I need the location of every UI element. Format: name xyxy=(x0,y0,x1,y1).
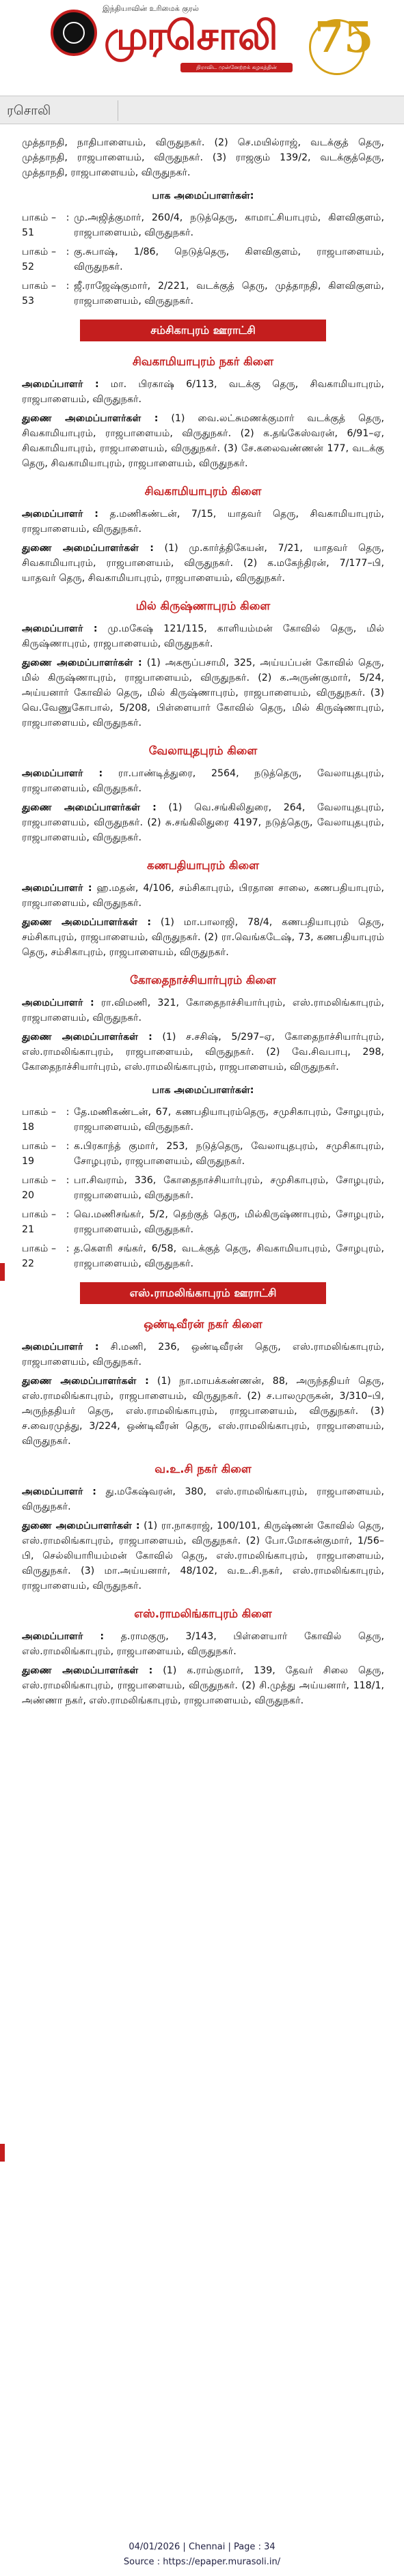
booth-row xyxy=(22,244,384,274)
section-strip-label: ரசொலி xyxy=(7,103,51,118)
organiser-paragraph xyxy=(22,1484,384,1514)
organiser-text: ரா.விமணி, 321, கோதைநாச்சியார்புரம், எஸ்.ராமலிங்காபுரம், ராஜபாளையம், விருதுநகர். xyxy=(22,997,385,1023)
organiser-text: த.மணிகண்டன், 7/15, யாதவர் தெரு, சிவகாமியாபுரம், ராஜபாளையம், விருதுநகர். xyxy=(22,509,384,535)
organiser-text: சி.மணி, 236, ஒண்டிவீரன் தெரு, எஸ்.ராமலிங்காபுரம், ராஜபாளையம், விருதுநகர். xyxy=(22,1342,384,1368)
branch-title: சிவகாமியாபுரம் நகர் கிளை xyxy=(132,355,274,368)
booth-heading: பாக அமைப்பாளர்கள்: xyxy=(152,190,254,201)
organiser-text: (1) வை.லட்சுமணக்குமார் வடக்குத் தெரு, சிவகாமியாபுரம், ராஜபாளையம், விருதுநகர். (2) க.தங்கேஸ்வரன், 6/91–ஏ, சிவகாமியாபுரம், ராஜபாளையம், விருதுநகர். (3) சே.கலைவண்ணன் 177, வடக்கு தெரு, சிவகாமியாபுரம், ராஜபாளையம், விருதுநகர். xyxy=(22,413,385,469)
organiser-text: ரா.பாண்டித்துரை, 2564, நடுத்தெரு, வேலாயுதபுரம், ராஜபாளையம், விருதுநகர். xyxy=(22,768,384,794)
role-label: துணை அமைப்பாளர்கள் : xyxy=(22,1665,153,1676)
organiser-paragraph xyxy=(22,1030,384,1075)
branch-title: எஸ்.ராமலிங்காபுரம் கிளை xyxy=(134,1607,272,1620)
role-label: துணை அமைப்பாளர்கள் : xyxy=(22,413,159,424)
booth-number: பாகம் – 53 xyxy=(22,281,57,307)
margin-marker xyxy=(0,2144,5,2162)
booth-row xyxy=(22,210,384,240)
booth-heading: பாக அமைப்பாளர்கள்: xyxy=(152,1085,254,1096)
masthead-tagline: இந்தியாவின் உரிமைக் குரல் xyxy=(103,4,199,13)
booth-organiser: த.கௌரி சங்கர், 6/58, வடக்குத் தெரு, சிவகாமியாபுரம், சோழபுரம், ராஜபாளையம், விருதுநகர். xyxy=(74,1243,384,1269)
organiser-paragraph xyxy=(22,1518,384,1594)
booth-organiser: க.பிரகாந்த் குமார், 253, நடுத்தெரு, வேலாயுதபுரம், சமுசிகாபுரம், சோழபுரம், ராஜபாளையம், விருதுநகர். xyxy=(74,1141,384,1167)
footer-source-line: Source : https://epaper.murasoli.in/ xyxy=(123,2557,281,2567)
booth-number: பாகம் – 52 xyxy=(22,246,57,272)
booth-organiser: வெ.மணிசங்கர், 5/2, தெற்குத் தெரு, மில்கிருஷ்ணாபுரம், சோழபுரம், ராஜபாளையம், விருதுநகர். xyxy=(74,1209,384,1235)
organiser-text: மா. பிரகாஷ் 6/113, வடக்கு தெரு, சிவகாமியாபுரம், ராஜபாளையம், விருதுநகர். xyxy=(22,379,385,405)
masthead-subline: திராவிட முன்னேற்றக் கழகத்தின் அதிகாரப்பூர்வ நாளேடு xyxy=(180,63,293,72)
organiser-text: (1) ரா.நாகராஜ், 100/101, கிருஷ்ணன் கோவில் தெரு, எஸ்.ராமலிங்காபுரம், ராஜபாளையம், விருதுநகர். (2) போ.மோகன்குமார், 1/56–பி, செல்லியாரியம்மன் கோவில் தெரு, எஸ்.ராமலிங்காபுரம், ராஜபாளையம், விருதுநகர். (3) மா.அய்யனார், 48/102, வ.உ.சி.நகர், எஸ்.ராமலிங்காபுரம், ராஜபாளையம், விருதுநகர். xyxy=(22,1520,385,1591)
role-label: துணை அமைப்பாளர்கள் : xyxy=(22,1032,152,1043)
organiser-paragraph xyxy=(22,541,384,586)
role-label: துணை அமைப்பாளர்கள் : xyxy=(22,1376,149,1387)
role-label: அமைப்பாளர் : xyxy=(22,1486,96,1497)
margin-marker xyxy=(0,1263,5,1281)
anniversary-number: 75 xyxy=(314,12,374,62)
booth-organiser: மு.அஜித்குமார், 260/4, நடுத்தெரு, காமாட்சியாபுரம், கிளவிகுளம், ராஜபாளையம், விருதுநகர். xyxy=(74,212,384,238)
role-label: அமைப்பாளர் : xyxy=(22,379,99,390)
organiser-paragraph xyxy=(22,1374,384,1449)
booth-list xyxy=(22,210,384,309)
booth-row xyxy=(22,279,384,309)
role-label: துணை அமைப்பாளர்கள் : xyxy=(22,543,154,554)
organiser-paragraph xyxy=(22,800,384,845)
booth-number: பாகம் – 19 xyxy=(22,1141,57,1167)
branch-list xyxy=(22,354,384,1075)
organiser-text: (1) அகரூப்பசாமி, 325, அய்யப்பன் கோவில் தெரு, மில் கிருஷ்ணாபுரம், ராஜபாளையம், விருதுநகர். (2) க.அருண்குமார், 5/24, அய்யனார் கோவில் தெரு, மில் கிருஷ்ணாபுரம், ராஜபாளையம், விருதுநகர். (3) வெ.வேணுகோபால், 5/208, பிள்ளையார் கோவில் தெரு, மில் கிருஷ்ணாபுரம், ராஜபாளையம், விருதுநகர். xyxy=(22,657,384,728)
role-label: துணை அமைப்பாளர்கள் : xyxy=(22,917,152,928)
organiser-paragraph xyxy=(22,995,384,1025)
booth-colon: : xyxy=(66,246,70,257)
organiser-text: த.ராமகுரு, 3/143, பிள்ளையார் கோவில் தெரு, எஸ்.ராமலிங்காபுரம், ராஜபாளையம், விருதுநகர். xyxy=(22,1631,385,1657)
booth-row xyxy=(22,1207,384,1237)
booth-number: பாகம் – 51 xyxy=(22,212,57,238)
organiser-paragraph xyxy=(22,377,384,407)
booth-number: பாகம் – 22 xyxy=(22,1243,57,1269)
organiser-paragraph xyxy=(22,1629,384,1659)
booth-colon: : xyxy=(66,212,70,223)
anniversary-badge xyxy=(299,5,380,81)
organiser-paragraph xyxy=(22,655,384,731)
branch-title: வேலாயுதபுரம் கிளை xyxy=(148,744,258,757)
role-label: அமைப்பாளர் : xyxy=(22,883,92,894)
organiser-text: (1) மு.கார்த்திகேயன், 7/21, யாதவர் தெரு, சிவகாமியாபுரம், ராஜபாளையம், விருதுநகர். (2) க.மகேந்திரன், 7/177–பி, யாதவர் தெரு, சிவகாமியாபுரம், ராஜபாளையம், விருதுநகர். xyxy=(22,543,385,584)
branch-title: ஒண்டிவீரன் நகர் கிளை xyxy=(144,1318,262,1331)
panchayat-band: சம்சிகாபுரம் ஊராட்சி xyxy=(80,320,326,341)
booth-colon: : xyxy=(66,1141,70,1152)
organiser-text: து.மகேஷ்வரன், 380, எஸ்.ராமலிங்காபுரம், ராஜபாளையம், விருதுநகர். xyxy=(22,1486,384,1512)
article-column xyxy=(22,135,384,1712)
booth-organiser: பா.சிவராம், 336, கோதைநாச்சியார்புரம், சமுசிகாபுரம், சோழபுரம், ராஜபாளையம், விருதுநகர். xyxy=(74,1175,384,1201)
section-strip xyxy=(0,96,404,124)
organiser-text: ஹ.மதன், 4/106, சம்சிகாபுரம், பிரதான சாலை, கணபதியாபுரம், ராஜபாளையம், விருதுநகர். xyxy=(22,883,384,909)
organiser-paragraph xyxy=(22,621,384,651)
branch-title: கணபதியாபுரம் கிளை xyxy=(147,859,259,872)
organiser-text: (1) க.ராம்குமார், 139, தேவர் சிலை தெரு, எஸ்.ராமலிங்காபுரம், ராஜபாளையம், விருதுநகர். (2) சி.முத்து அய்யனார், 118/1, அண்ணா நகர், எஸ்.ராமலிங்காபுரம், ராஜபாளையம், விருதுநகர். xyxy=(22,1665,384,1706)
booth-colon: : xyxy=(66,1107,70,1118)
organiser-paragraph xyxy=(22,766,384,796)
role-label: அமைப்பாளர் : xyxy=(22,997,94,1008)
booth-colon: : xyxy=(66,281,70,292)
organiser-text: மு.மகேஷ் 121/115, காளியம்மன் கோவில் தெரு, மில் கிருஷ்ணாபுரம், ராஜபாளையம், விருதுநகர். xyxy=(22,623,384,649)
role-label: துணை அமைப்பாளர்கள் : xyxy=(22,657,142,668)
organiser-paragraph xyxy=(22,507,384,537)
branch-title: கோதைநாச்சியார்புரம் கிளை xyxy=(130,974,276,987)
role-label: அமைப்பாளர் : xyxy=(22,1631,105,1642)
organiser-text: (1) வெ.சங்கிலிதுரை, 264, வேலாயுதபுரம், ராஜபாளையம், விருதுநகர். (2) சு.சங்கிலிதுரை 4197, நடுத்தெரு, வேலாயுதபுரம், ராஜபாளையம், விருதுநகர். xyxy=(22,802,385,843)
role-label: அமைப்பாளர் : xyxy=(22,509,98,520)
booth-colon: : xyxy=(66,1243,70,1254)
panchayat-band: எஸ்.ராமலிங்காபுரம் ஊராட்சி xyxy=(80,1282,326,1304)
role-label: அமைப்பாளர் : xyxy=(22,768,103,779)
booth-organiser: கு.சுபாஷ், 1/86, நெடுத்தெரு, கிளவிகுளம், ராஜபாளையம், விருதுநகர். xyxy=(74,246,384,272)
branch-title: சிவகாமியாபுரம் கிளை xyxy=(144,485,262,498)
organiser-paragraph xyxy=(22,881,384,911)
booth-row xyxy=(22,1139,384,1169)
organiser-text: (1) நா.மாயக்கண்ணன், 88, அருந்ததியர் தெரு, எஸ்.ராமலிங்காபுரம், ராஜபாளையம், விருதுநகர். (2) ச.பாலமுருகன், 3/310–பி, அருந்ததியர் தெரு, எஸ்.ராமலிங்காபுரம், ராஜபாளையம், விருதுநகர். (3) ச.வைரமுத்து, 3/224, ஒண்டிவீரன் தெரு, எஸ்.ராமலிங்காபுரம், ராஜபாளையம், விருதுநகர். xyxy=(22,1376,385,1447)
role-label: துணை அமைப்பாளர்கள் : xyxy=(22,1520,140,1531)
masthead-logo: முரசொலி xyxy=(104,12,277,59)
organiser-paragraph xyxy=(22,915,384,960)
booth-row xyxy=(22,1105,384,1135)
page-footer xyxy=(0,2540,404,2570)
branch-title: வ.உ.சி நகர் கிளை xyxy=(154,1462,252,1475)
intro-paragraph: முத்தாநதி, நாதிபாளையம், விருதுநகர். (2) செ.மயில்ராஜ், வடக்குத் தெரு, முத்தாநதி, ராஜபாளையம், விருதுநகர். (3) ராஜகும் 139/2, வடக்குத்தெரு, முத்தாநதி, ராஜபாளையம், விருதுநகர். xyxy=(22,137,384,178)
role-label: அமைப்பாளர் : xyxy=(22,1342,99,1353)
booth-row xyxy=(22,1241,384,1271)
branch-list xyxy=(22,1316,384,1708)
party-emblem-icon xyxy=(51,10,97,56)
booth-colon: : xyxy=(66,1175,70,1186)
booth-organiser: ஜீ.ராஜேஷ்குமார், 2/221, வடக்குத் தெரு, முத்தாநதி, கிளவிகுளம், ராஜபாளையம், விருதுநகர். xyxy=(74,281,384,307)
organiser-paragraph xyxy=(22,411,384,471)
booth-row xyxy=(22,1173,384,1203)
role-label: துணை அமைப்பாளர்கள் : xyxy=(22,802,157,813)
organiser-paragraph xyxy=(22,1663,384,1708)
organiser-text: (1) ச.சசிஷ், 5/297–ஏ, கோதைநாச்சியார்புரம், எஸ்.ராமலிங்காபுரம், ராஜபாளையம், விருதுநகர். (2) வே.சிவபாபு, 298, கோதைநாச்சியார்புரம், எஸ்.ராமலிங்காபுரம், ராஜபாளையம், விருதுநகர். xyxy=(22,1032,385,1073)
booth-number: பாகம் – 21 xyxy=(22,1209,57,1235)
booth-organiser: தே.மணிகண்டன், 67, கணபதியாபுரம்தெரு, சமுசிகாபுரம், சோழபுரம், ராஜபாளையம், விருதுநகர். xyxy=(74,1107,384,1133)
booth-number: பாகம் – 18 xyxy=(22,1107,57,1133)
booth-colon: : xyxy=(66,1209,70,1220)
booth-number: பாகம் – 20 xyxy=(22,1175,57,1201)
masthead xyxy=(0,0,404,87)
branch-title: மில் கிருஷ்ணாபுரம் கிளை xyxy=(135,599,271,612)
organiser-text: (1) மா.பாலாஜி, 78/4, கணபதியாபுரம் தெரு, சம்சிகாபுரம், ராஜபாளையம், விருதுநகர். (2) ரா.வெங்கடேஷ், 73, கணபதியாபுரம் தெரு, சம்சிகாபுரம், ராஜபாளையம், விருதுநகர். xyxy=(22,917,384,958)
booth-list xyxy=(22,1105,384,1271)
role-label: அமைப்பாளர் : xyxy=(22,623,98,634)
organiser-paragraph xyxy=(22,1340,384,1370)
footer-date-line: 04/01/2026 | Chennai | Page : 34 xyxy=(129,2542,275,2552)
